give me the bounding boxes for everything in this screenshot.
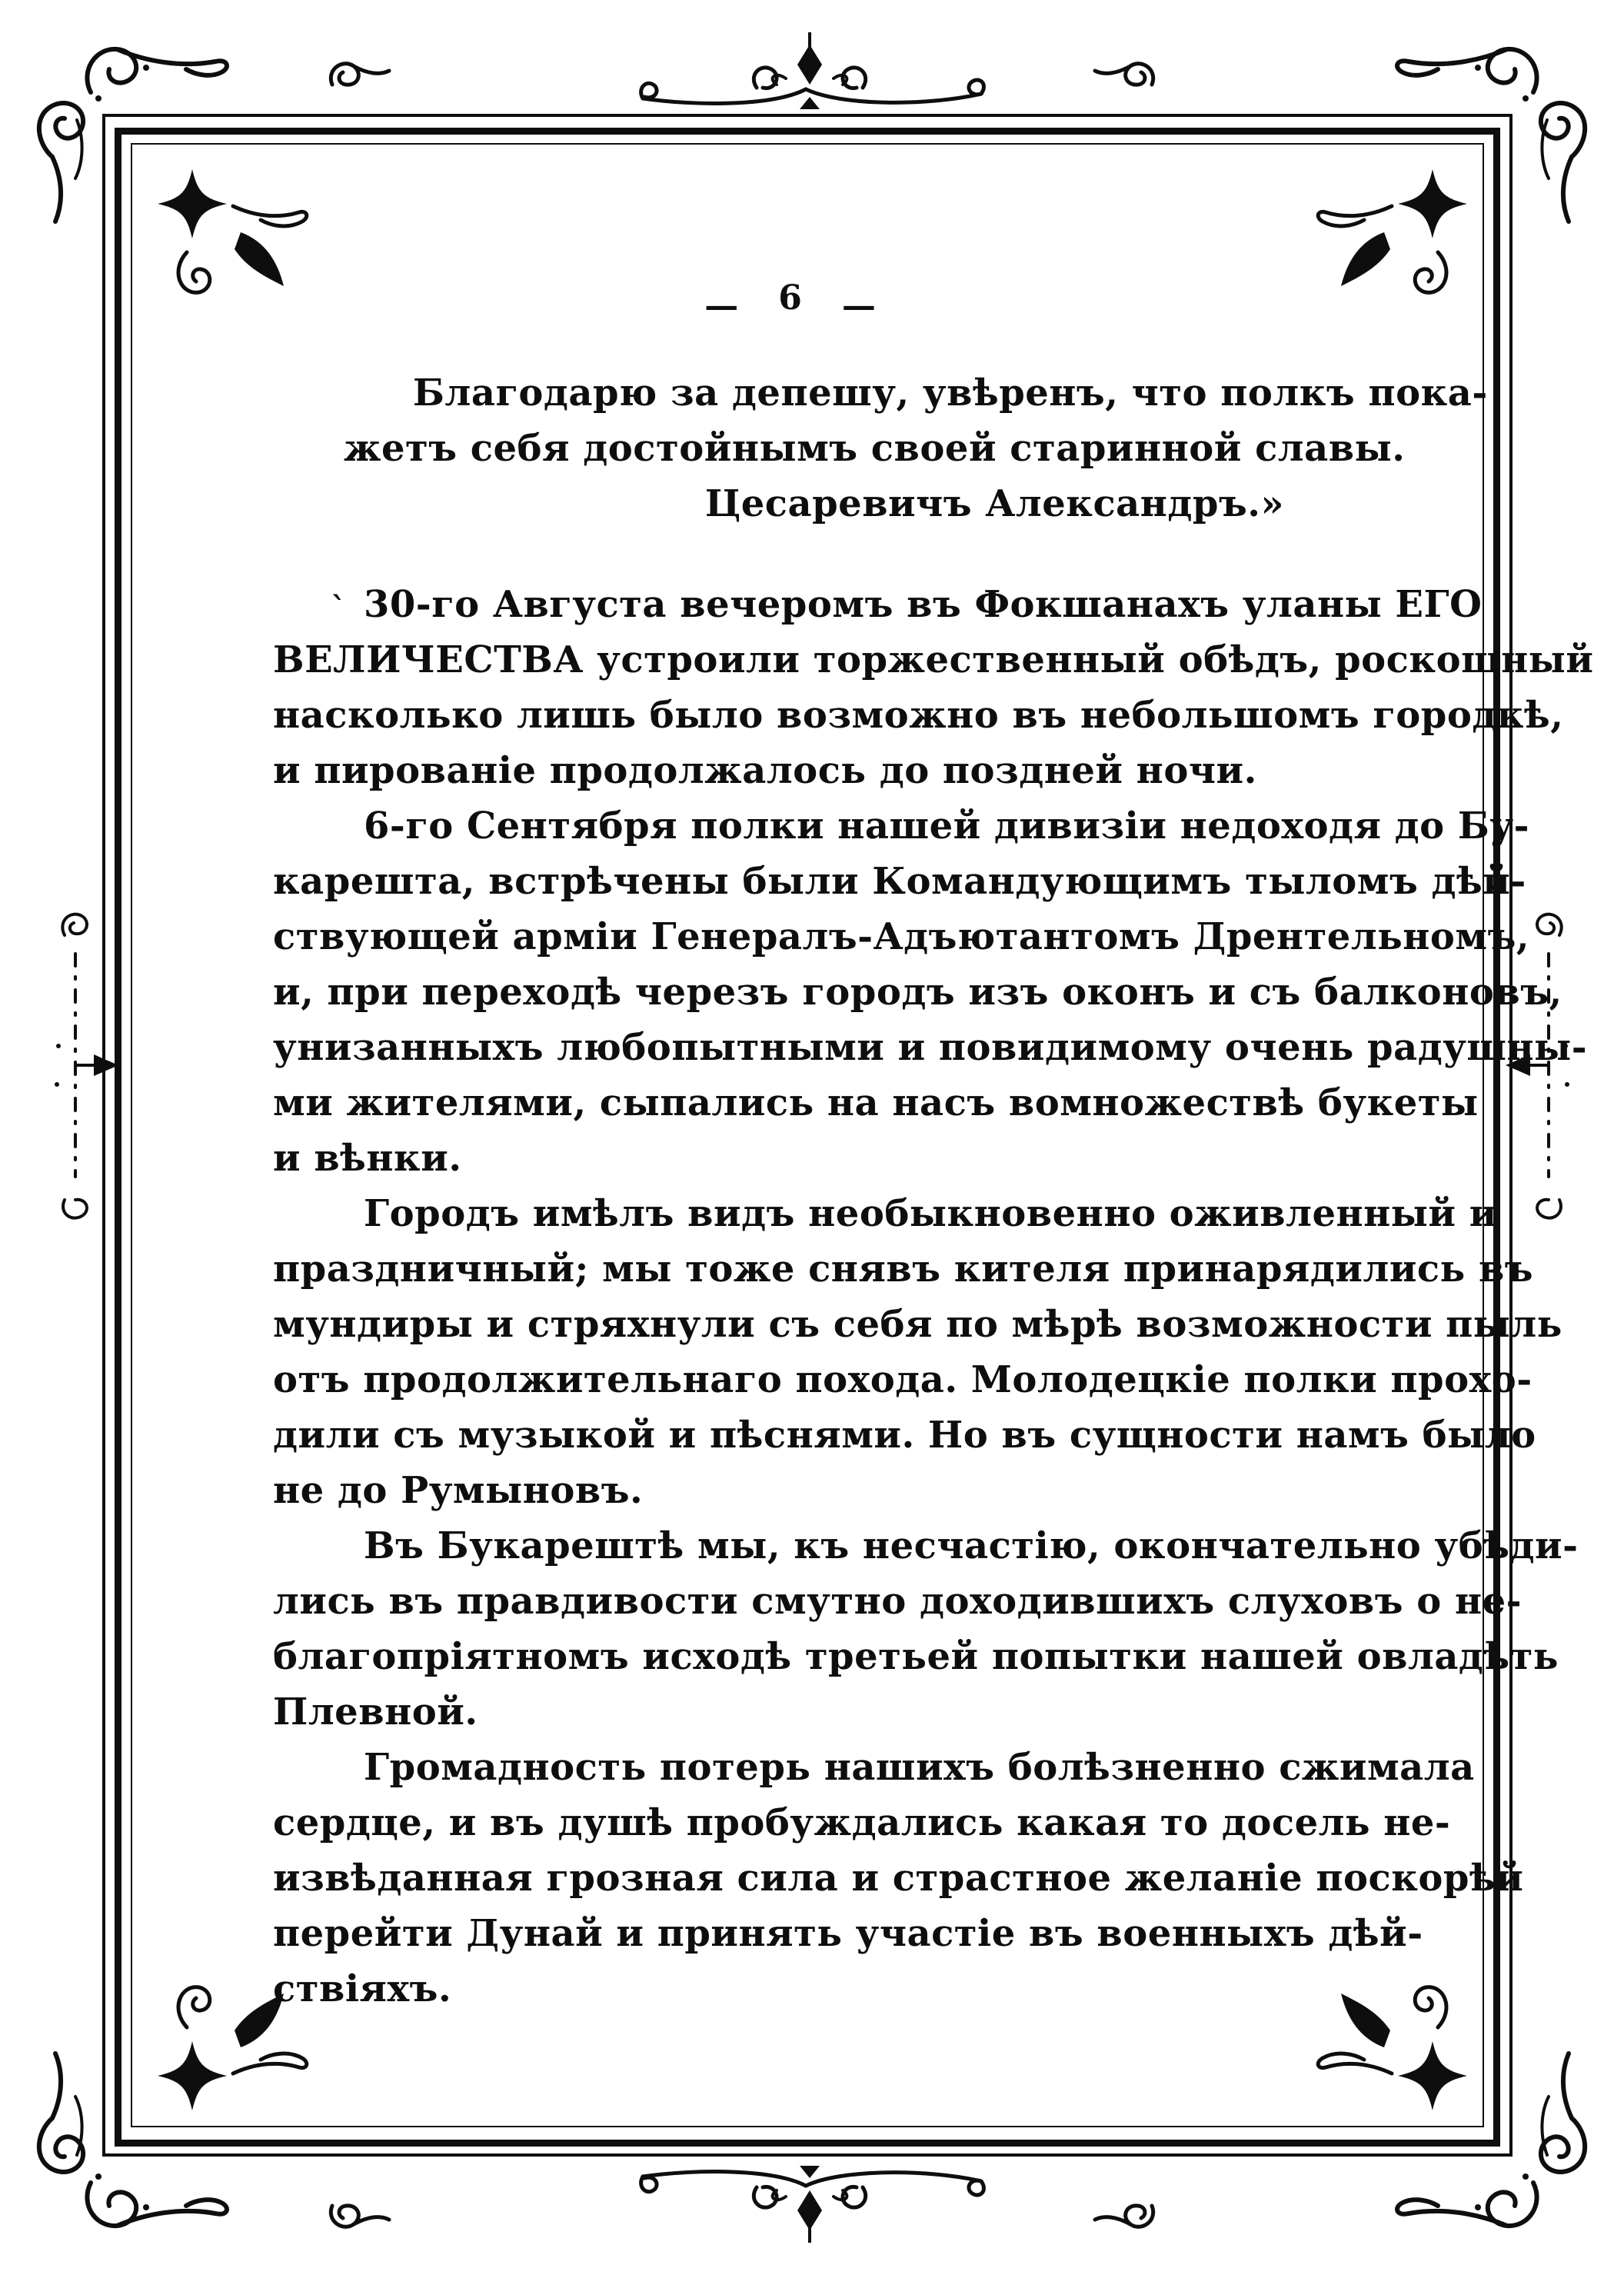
text-line: мундиры и стряхнули съ себя по мѣрѣ возможности пыль	[273, 1303, 1562, 1346]
text-line: Цесаревичъ Александръ.»	[704, 482, 1284, 525]
text-line: перейти Дунай и принять участіе въ военныхъ дѣй-	[273, 1912, 1423, 1955]
text-line: не до Румыновъ.	[273, 1469, 644, 1512]
text-line: отъ продолжительнаго похода. Молодецкіе полки прохо-	[273, 1358, 1532, 1401]
text-line: карешта, встрѣчены были Командующимъ тыломъ дѣй-	[273, 860, 1526, 903]
stray-mark: ˋ	[331, 591, 346, 627]
center-scroll-icon	[635, 2158, 989, 2243]
text-line: насколько лишь было возможно въ небольшомъ городкѣ,	[273, 694, 1564, 737]
text-line: лись въ правдивости смутно доходившихъ слуховъ о не-	[273, 1580, 1522, 1623]
text-line: Громадность потерь нашихъ болѣзненно сжимала	[364, 1746, 1475, 1789]
page-number	[273, 278, 1307, 325]
text-line: жетъ себя достойнымъ своей старинной славы.	[344, 427, 1406, 470]
telegram-quote	[273, 365, 1488, 476]
text-line: извѣданная грозная сила и страстное желаніе поскорѣй	[273, 1857, 1524, 1900]
text-line: ВЕЛИЧЕСТВА устроили торжественный обѣдъ, роскошный	[273, 638, 1594, 681]
swirl-icon	[323, 2190, 392, 2237]
center-scroll-icon	[635, 32, 989, 117]
text-line: и вѣнки.	[273, 1137, 462, 1180]
text-line: Въ Букарештѣ мы, къ несчастію, окончательно убѣди-	[364, 1524, 1579, 1567]
text-line: и, при переходѣ черезъ городъ изъ оконъ и съ балконовъ,	[273, 971, 1562, 1014]
text-line: 6-го Сентября полки нашей дивизіи недоходя до Бу-	[364, 804, 1530, 848]
text-line: Городъ имѣлъ видъ необыкновенно оживленный и	[364, 1192, 1497, 1235]
paragraph-2	[273, 798, 1588, 1186]
side-flourish-icon	[22, 900, 129, 1231]
text-line: дили съ музыкой и пѣснями. Но въ сущности намъ было	[273, 1414, 1536, 1457]
text-column	[273, 365, 1594, 2017]
paragraph-5	[273, 1740, 1524, 2017]
page-number-dash: —	[704, 286, 739, 325]
telegram-signature	[273, 476, 1307, 531]
text-line: унизанныхъ любопытными и повидимому очень радушны-	[273, 1026, 1588, 1069]
text-line: благопріятномъ исходѣ третьей попытки нашей овладѣть	[273, 1635, 1559, 1678]
paragraph-4	[273, 1518, 1579, 1740]
text-line: 30-го Августа вечеромъ въ Фокшанахъ уланы ЕГО	[364, 583, 1483, 626]
swirl-icon	[1092, 2190, 1161, 2237]
paragraph-3	[273, 1186, 1562, 1518]
text-line: ми жителями, сыпались на насъ вомножествѣ букеты	[273, 1081, 1479, 1124]
text-line: Благодарю за депешу, увѣренъ, что полкъ пока-	[413, 371, 1488, 415]
paragraph-1	[273, 577, 1594, 798]
swirl-icon	[1092, 54, 1161, 100]
text-line: ствіяхъ.	[273, 1967, 452, 2010]
text-line: ствующей арміи Генералъ-Адъютантомъ Дрентельномъ,	[273, 915, 1530, 958]
floral-star-corner-icon	[1298, 162, 1475, 338]
swirl-icon	[323, 54, 392, 100]
text-line: сердце, и въ душѣ пробуждались какая то досель не-	[273, 1801, 1451, 1844]
text-line: праздничный; мы тоже снявъ кителя принарядились въ	[273, 1247, 1534, 1291]
floral-star-corner-icon	[1298, 1941, 1475, 2118]
page-number-dash: —	[841, 286, 876, 325]
text-line: Плевной.	[273, 1690, 478, 1734]
text-line: и пированіе продолжалось до поздней ночи.	[273, 749, 1257, 792]
page-number-value: 6	[778, 278, 802, 318]
